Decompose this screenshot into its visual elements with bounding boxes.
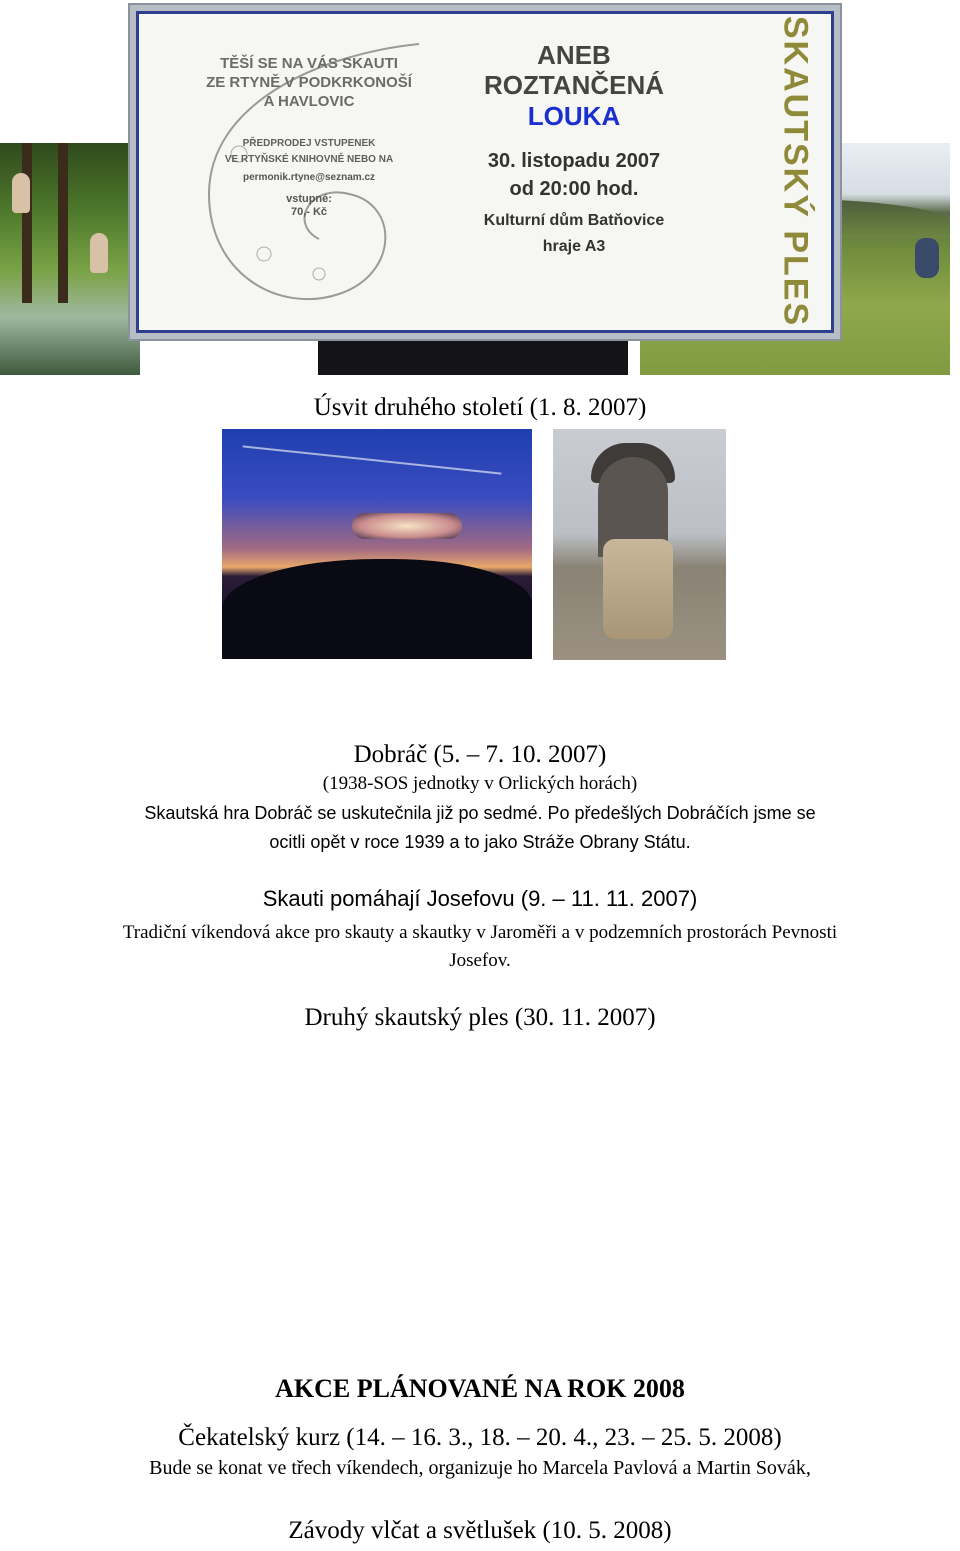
cloud [352,513,462,539]
poster-side-title [765,15,825,332]
poster-email: permonik.rtyne@seznam.cz [242,172,376,183]
poster-title: ROZTANČENÁ [483,70,665,100]
photo-children-by-stream [0,143,140,375]
heading-dobrac: Dobráč (5. – 7. 10. 2007) [353,741,607,768]
poster-invitation [199,54,419,219]
poster-line: TĚŠÍ SE NA VÁS SKAUTI [220,55,398,72]
josefov-text: Tradiční víkendová akce pro skauty a skautky v Jaroměři a v podzemních prostorách Pevnosti [122,922,838,943]
poster-main-text [459,40,689,258]
poster-venue: Kulturní dům Batňovice [483,212,665,229]
dobrac-text: Skautská hra Dobráč se uskutečnila již po sedmé. Po předešlých Dobráčích jsme se [144,803,816,823]
poster-title: ANEB [537,40,611,70]
poster-line: A HAVLOVIC [263,93,355,110]
heading-plan-2008: AKCE PLÁNOVANÉ NA ROK 2008 [275,1374,685,1403]
poster-side-text: SKAUTSKÝ PLES [776,15,815,328]
child-figure [915,238,939,278]
kurz-text: Bude se konat ve třech víkendech, organizuje ho Marcela Pavlová a Martin Sovák, [149,1457,811,1479]
poster-line: ZE RTYNĚ V PODKRKONOŠÍ [206,74,412,91]
poster-band: hraje A3 [542,238,606,255]
poster-title-highlight: LOUKA [527,101,621,131]
poster-frame [136,11,834,333]
ball-poster [128,3,842,341]
heading-josefov: Skauti pomáhají Josefovu (9. – 11. 11. 2007) [262,886,698,911]
tree-trunk [58,143,68,303]
poster-entry-label: vstupné: [286,193,332,205]
photo-scouts-at-chapel [553,429,726,660]
josefov-text: Josefov. [449,950,511,971]
mountain-silhouette [222,559,532,659]
child-figure [90,233,108,273]
scout-group [603,539,673,639]
tree-trunk [22,143,32,303]
poster-time: od 20:00 hod. [509,178,639,200]
child-figure [12,173,30,213]
heading-kurz: Čekatelský kurz (14. – 16. 3., 18. – 20. 4., 23. – 25. 5. 2008) [178,1424,782,1451]
dobrac-subtitle: (1938-SOS jednotky v Orlických horách) [322,773,638,794]
heading-usvit: Úsvit druhého století (1. 8. 2007) [313,394,647,421]
poster-entry-price: 70,- Kč [290,206,328,218]
poster-presale: VE RTYŇSKÉ KNIHOVNĚ NEBO NA [224,154,394,165]
photo-sunset [222,429,532,659]
contrail [243,445,502,474]
poster-presale: PŘEDPRODEJ VSTUPENEK [242,138,376,149]
poster-date: 30. listopadu 2007 [487,150,661,172]
heading-zavody: Závody vlčat a světlušek (10. 5. 2008) [288,1517,672,1544]
dobrac-text: ocitli opět v roce 1939 a to jako Stráže Obrany Státu. [269,832,691,852]
heading-ples: Druhý skautský ples (30. 11. 2007) [304,1004,656,1031]
